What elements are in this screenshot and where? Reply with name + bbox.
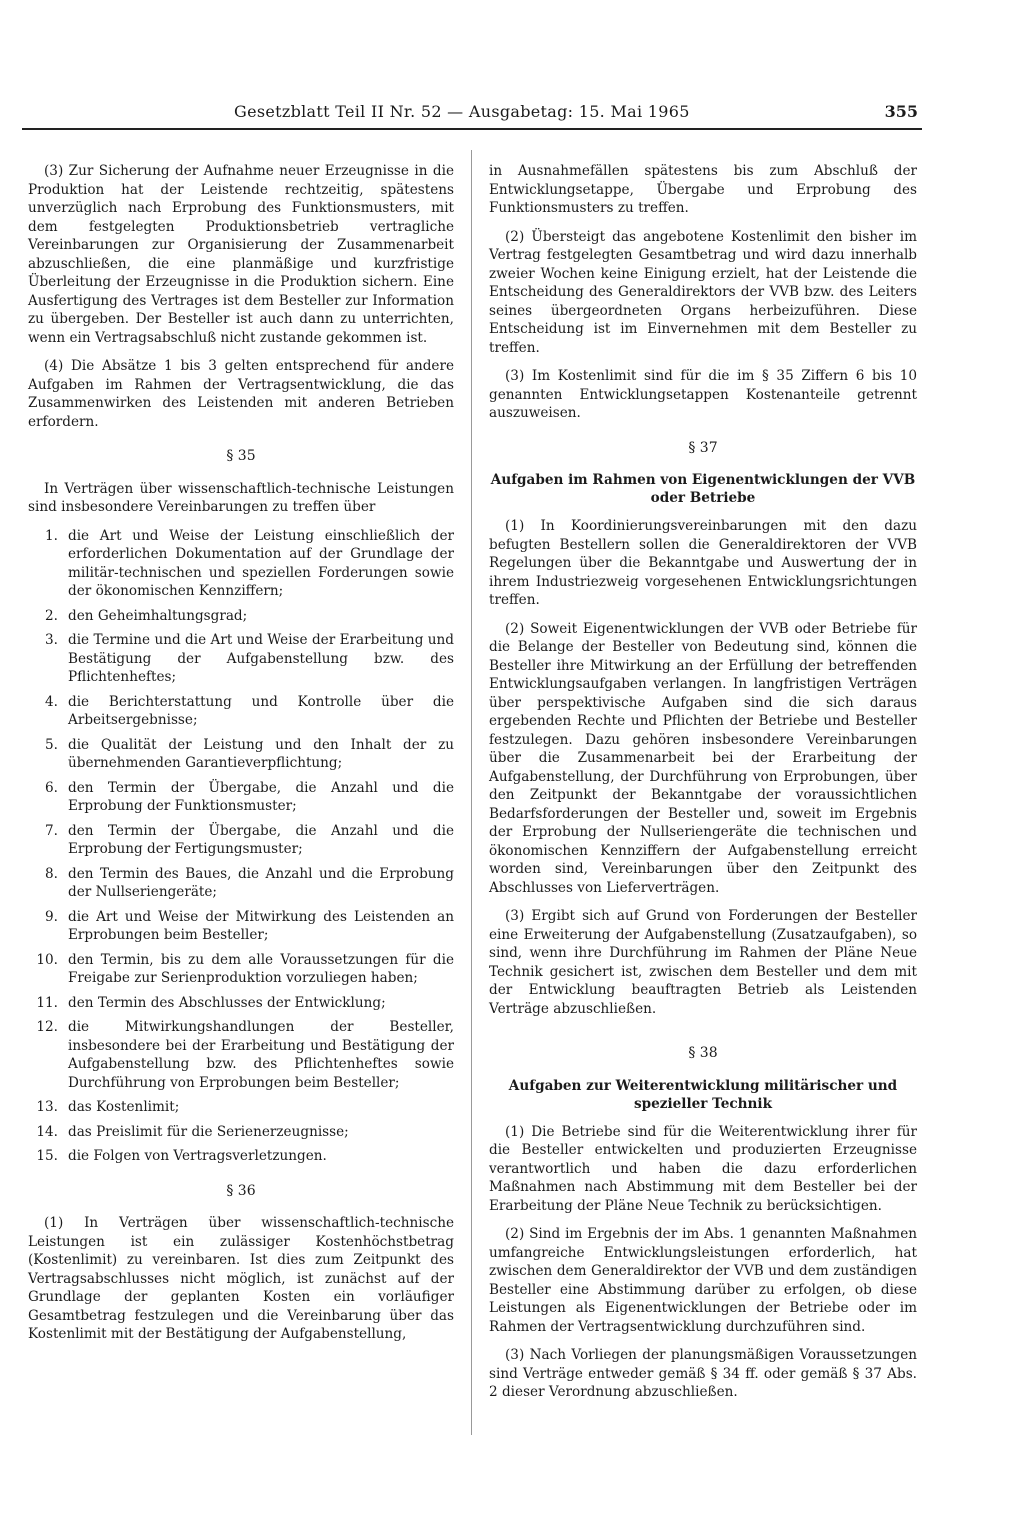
- right-column: [489, 162, 917, 1412]
- list-item: [28, 865, 454, 902]
- paragraph-34-4: (4) Die Absätze 1 bis 3 gelten entsprechend für andere Aufgaben im Rahmen der Vertragsentwicklung, die das Zusammenwirken des Leistenden mit anderen Betrieben erfordern.: [28, 358, 454, 430]
- list-item: [28, 736, 454, 773]
- paragraph-38-3: (3) Nach Vorliegen der planungsmäßigen Voraussetzungen sind Verträge entweder gemäß § 34 ff. oder gemäß § 37 Abs. 2 dieser Verordnung abzuschließen.: [489, 1347, 917, 1400]
- paragraph-38-2: (2) Sind im Ergebnis der im Abs. 1 genannten Maßnahmen umfangreiche Entwicklungsleistungen erforderlich, hat zwischen dem Generaldirektor der VVB und dem zuständigen Besteller eine Abstimmung darüber zu erfolgen, ob diese Leistungen als Eigenentwicklungen der Betriebe oder im Rahmen der Vertragsentwicklung durchzuführen sind.: [489, 1226, 917, 1335]
- item-text: die Art und Weise der Leistung einschließlich der erforderlichen Dokumentation auf der Grundlage der militär-technischen und speziellen Forderungen sowie der ökonomischen Kennziffern;: [68, 527, 454, 599]
- paragraph-38-1: (1) Die Betriebe sind für die Weiterentwicklung ihrer für die Besteller entwickelten und produzierten Erzeugnisse verantwortlich und haben die dazu erforderlichen Maßnahmen nach Abstimmung mit dem Besteller bei der Erarbeitung der Pläne Neue Technik zu berücksichtigen.: [489, 1123, 917, 1214]
- item-text: den Termin der Übergabe, die Anzahl und die Erprobung der Funktionsmuster;: [68, 779, 454, 814]
- item-number: 6.: [45, 779, 58, 796]
- list-item: [28, 822, 454, 859]
- item-text: die Art und Weise der Mitwirkung des Leistenden an Erprobungen beim Besteller;: [68, 908, 454, 943]
- list-item: [28, 607, 454, 626]
- list-item: [28, 1098, 454, 1117]
- paragraph-37-3: (3) Ergibt sich auf Grund von Forderungen der Besteller eine Erweiterung der Aufgabenstellung (Zusatzaufgaben), so sind, wenn ihre Durchführung im Rahmen der Pläne Neue Technik gesichert ist, zwischen dem Besteller und dem mit der Entwicklung beauftragten Betrieb als Leistenden Verträge abzuschließen.: [489, 908, 917, 1017]
- section-35-title: § 35: [226, 448, 256, 464]
- left-column: [28, 162, 454, 1354]
- item-text: den Termin, bis zu dem alle Voraussetzungen für die Freigabe zur Serienproduktion vorzuliegen haben;: [68, 951, 454, 986]
- item-text: die Mitwirkungshandlungen der Besteller, insbesondere bei der Erarbeitung und Bestätigung der Aufgabenstellung bzw. des Pflichtenheftes sowie Durchführung von Erprobungen beim Besteller;: [68, 1019, 454, 1091]
- item-number: 8.: [45, 865, 58, 882]
- item-text: den Geheimhaltungsgrad;: [68, 607, 248, 624]
- paragraph-36-1-continued: in Ausnahmefällen spätestens bis zum Abschluß der Entwicklungsetappe, Übergabe und Erprobung des Funktionsmusters zu treffen.: [489, 163, 917, 216]
- page-number: 355: [884, 102, 918, 121]
- paragraph-37-2: (2) Soweit Eigenentwicklungen der VVB oder Betriebe für die Belange der Besteller von Bedeutung sind, können die Besteller ihre Mitwirkung an der Erfüllung der betreffenden Entwicklungsaufgaben verlangen. In langfristigen Verträgen über perspektivische Aufgaben sind die sich daraus ergebenden Rechte und Pflichten der Betriebe und Besteller festzulegen. Dazu gehören insbesondere Vereinbarungen über die Zusammenarbeit bei der Erarbeitung der Aufgabenstellung, der Durchführung von Erprobungen, über den Zeitpunkt der Bekanntgabe der voraussichtlichen Bedarfsforderungen der Besteller und, soweit im Ergebnis der Erprobung der Nullseriengeräte die technischen und ökonomischen Kennziffern der Aufgabenstellung erreicht worden sind, Vereinbarungen über den Zeitpunkt des Abschlusses von Lieferverträgen.: [489, 620, 917, 896]
- section-37-title: § 37: [688, 439, 718, 456]
- item-text: das Preislimit für die Serienerzeugnisse;: [68, 1123, 349, 1140]
- item-number: 2.: [45, 607, 58, 624]
- paragraph-34-3: (3) Zur Sicherung der Aufnahme neuer Erzeugnisse in die Produktion hat der Leistende rechtzeitig, spätestens unverzüglich nach Erprobung des Funktionsmusters, mit dem festgelegten Produktionsbetrieb vertragliche Vereinbarungen zur Organisierung der Zusammenarbeit abzuschließen, die eine planmäßige und kurzfristige Überleitung der Erzeugnisse in die Produktion sichern. Eine Ausfertigung des Vertrages ist dem Besteller zur Information zu übergeben. Der Besteller ist auch dann zu unterrichten, wenn ein Vertragsabschluß nicht zustande gekommen ist.: [28, 163, 454, 346]
- list-item: [28, 631, 454, 687]
- item-number: 7.: [45, 822, 58, 839]
- item-number: 15.: [36, 1148, 58, 1164]
- item-number: 4.: [45, 693, 58, 710]
- list-item: [28, 527, 454, 601]
- item-number: 10.: [36, 951, 58, 968]
- list-item: [28, 908, 454, 945]
- item-text: die Berichterstattung und Kontrolle über die Arbeitsergebnisse;: [68, 693, 454, 728]
- item-number: 13.: [36, 1099, 58, 1115]
- section-38-title: § 38: [688, 1045, 718, 1061]
- section-35-list: [28, 527, 454, 1166]
- running-title: Gesetzblatt Teil II Nr. 52 — Ausgabetag: 15. Mai 1965: [234, 102, 690, 121]
- paragraph-36-3: (3) Im Kostenlimit sind für die im § 35 Ziffern 6 bis 10 genannten Entwicklungsetappen Kostenanteile getrennt auszuweisen.: [489, 368, 917, 421]
- item-number: 9.: [45, 908, 58, 925]
- page-header: [22, 98, 922, 130]
- item-number: 12.: [36, 1019, 58, 1035]
- section-38-heading: Aufgaben zur Weiterentwicklung militärischer und spezieller Technik: [508, 1077, 898, 1112]
- item-text: die Qualität der Leistung und den Inhalt der zu übernehmenden Garantieverpflichtung;: [68, 736, 454, 771]
- item-number: 5.: [45, 736, 58, 753]
- item-text: den Termin des Baues, die Anzahl und die Erprobung der Nullseriengeräte;: [68, 865, 454, 900]
- section-37-heading: Aufgaben im Rahmen von Eigenentwicklungen der VVB oder Betriebe: [490, 472, 916, 506]
- paragraph-36-1: (1) In Verträgen über wissenschaftlich-technische Leistungen ist ein zulässiger Kostenhöchstbetrag (Kostenlimit) zu vereinbaren. Ist dies zum Zeitpunkt des Vertragsabschlusses nicht möglich, ist zunächst auf der Grundlage der geplanten Kosten ein vorläufiger Gesamtbetrag festzulegen und die Vereinbarung über das Kostenlimit mit der Bestätigung der Aufgabenstellung,: [28, 1215, 454, 1342]
- paragraph-36-2: (2) Übersteigt das angebotene Kostenlimit den bisher im Vertrag festgelegten Gesamtbetrag und wird dazu innerhalb zweier Wochen keine Einigung erzielt, hat der Leistende die Entscheidung des Generaldirektors der VVB bzw. des Leiters seines übergeordneten Organs herbeizuführen. Diese Entscheidung ist im Einvernehmen mit dem Besteller zu treffen.: [489, 228, 917, 356]
- item-number: 3.: [45, 632, 58, 648]
- paragraph-37-1: (1) In Koordinierungsvereinbarungen mit den dazu befugten Bestellern sollen die Generaldirektoren der VVB Regelungen über die Bekanntgabe und Auswertung der in ihrem Industriezweig vorgesehenen Entwicklungsrichtungen treffen.: [489, 518, 917, 608]
- list-item: [28, 779, 454, 816]
- item-text: die Termine und die Art und Weise der Erarbeitung und Bestätigung der Aufgabenstellung bzw. des Pflichtenheftes;: [68, 632, 454, 685]
- item-number: 14.: [36, 1123, 58, 1140]
- list-item: [28, 693, 454, 730]
- item-text: die Folgen von Vertragsverletzungen.: [68, 1148, 327, 1164]
- item-text: das Kostenlimit;: [68, 1099, 180, 1115]
- item-text: den Termin des Abschlusses der Entwicklung;: [68, 994, 386, 1011]
- list-item: [28, 994, 454, 1013]
- section-36-title: § 36: [226, 1182, 256, 1199]
- item-text: den Termin der Übergabe, die Anzahl und die Erprobung der Fertigungsmuster;: [68, 822, 454, 857]
- list-item: [28, 1018, 454, 1092]
- column-divider: [471, 150, 472, 1435]
- list-item: [28, 1123, 454, 1142]
- item-number: 1.: [45, 527, 58, 544]
- list-item: [28, 1147, 454, 1166]
- item-number: 11.: [36, 994, 58, 1011]
- list-item: [28, 951, 454, 988]
- section-35-intro: In Verträgen über wissenschaftlich-technische Leistungen sind insbesondere Vereinbarungen zu treffen über: [28, 480, 454, 515]
